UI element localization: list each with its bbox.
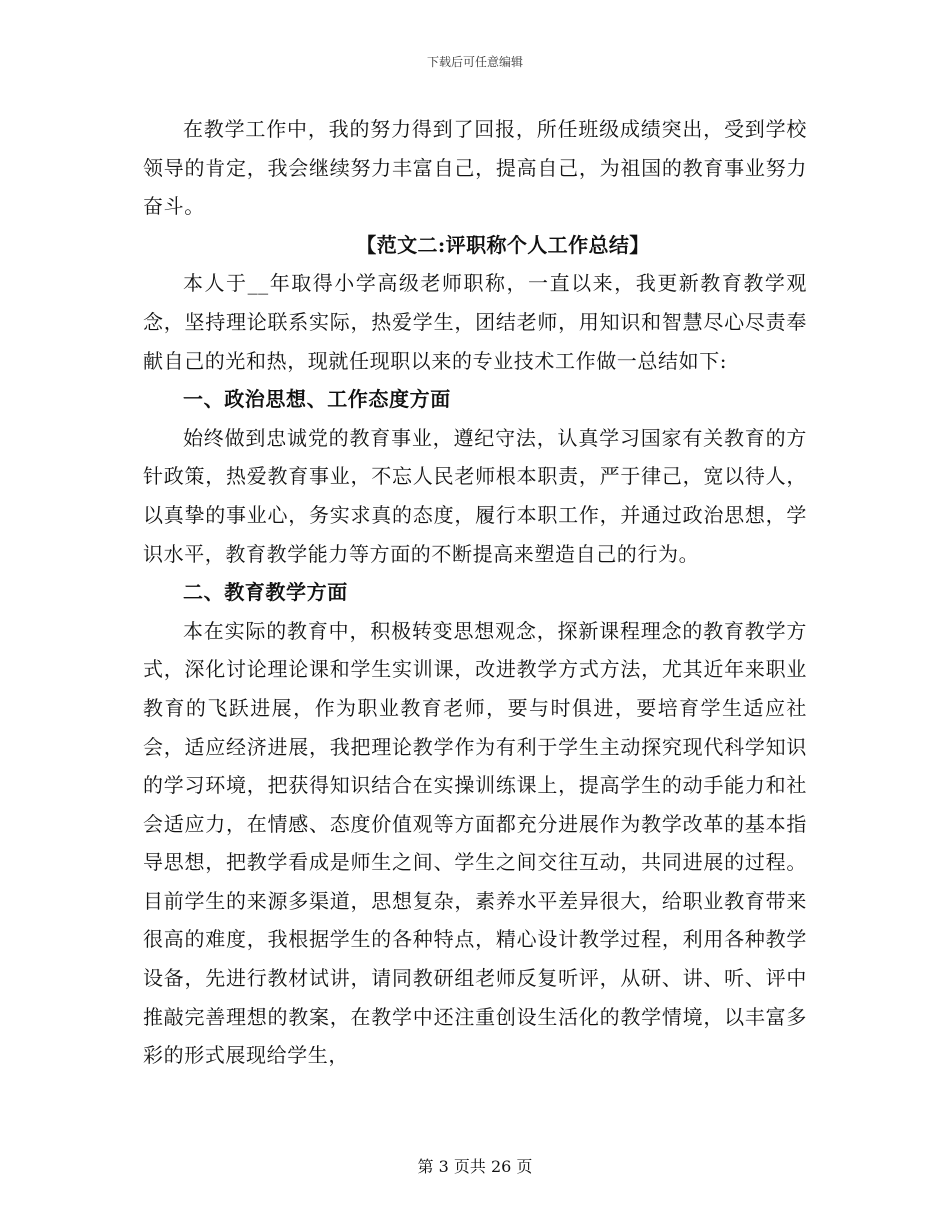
section-heading-politics: 一、政治思想、工作态度方面 bbox=[183, 387, 451, 412]
document-title: 【范文二:评职称个人工作总结】 bbox=[356, 232, 650, 257]
section-paragraph-teaching: 本在实际的教育中，积极转变思想观念，探新课程理念的教育教学方式，深化讨论理论课和学生实训课，改进教学方式方法，尤其近年来职业教育的飞跃进展，作为职业教育老师，要与时俱进，要培育学生适应社会，适应经济进展，我把理论教学作为有利于学生主动探究现代科学知识的学习环境，把获得知识结合在实操训练课上，提高学生的动手能力和社会适应力，在情感、态度价值观等方面都充分进展作为教学改革的基本指导思想，把教学看成是师生之间、学生之间交往互动，共同进展的过程。目前学生的来源多渠道，思想复杂，素养水平差异很大，给职业教育带来很高的难度，我根据学生的各种特点，精心设计教学过程，利用各种教学设备，先进行教材试讲，请同教研组老师反复听评，从研、讲、听、评中推敲完善理想的教案，在教学中还注重创设生活化的教学情境，以丰富多彩的形式展现给学生， bbox=[143, 618, 807, 1068]
section-paragraph-politics: 始终做到忠诚党的教育事业，遵纪守法，认真学习国家有关教育的方针政策，热爱教育事业，不忘人民老师根本职责，严于律己，宽以待人，以真挚的事业心，务实求真的态度，履行本职工作，并通过政治思想，学识水平，教育教学能力等方面的不断提高来塑造自己的行为。 bbox=[143, 425, 807, 566]
intro-paragraph: 在教学工作中，我的努力得到了回报，所任班级成绩突出，受到学校领导的肯定，我会继续努力丰富自己，提高自己，为祖国的教育事业努力奋斗。 bbox=[143, 117, 807, 219]
document-body bbox=[143, 110, 807, 1075]
page-number: 第 3 页共 26 页 bbox=[417, 1157, 533, 1176]
page-header-note: 下载后可任意编辑 bbox=[426, 55, 523, 69]
paragraph-intro-summary: 本人于__年取得小学高级老师职称，一直以来，我更新教育教学观念，坚持理论联系实际，热爱学生，团结老师，用知识和智慧尽心尽责奉献自己的光和热，现就任现职以来的专业技术工作做一总结如下: bbox=[143, 271, 807, 373]
section-heading-teaching: 二、教育教学方面 bbox=[183, 580, 348, 605]
